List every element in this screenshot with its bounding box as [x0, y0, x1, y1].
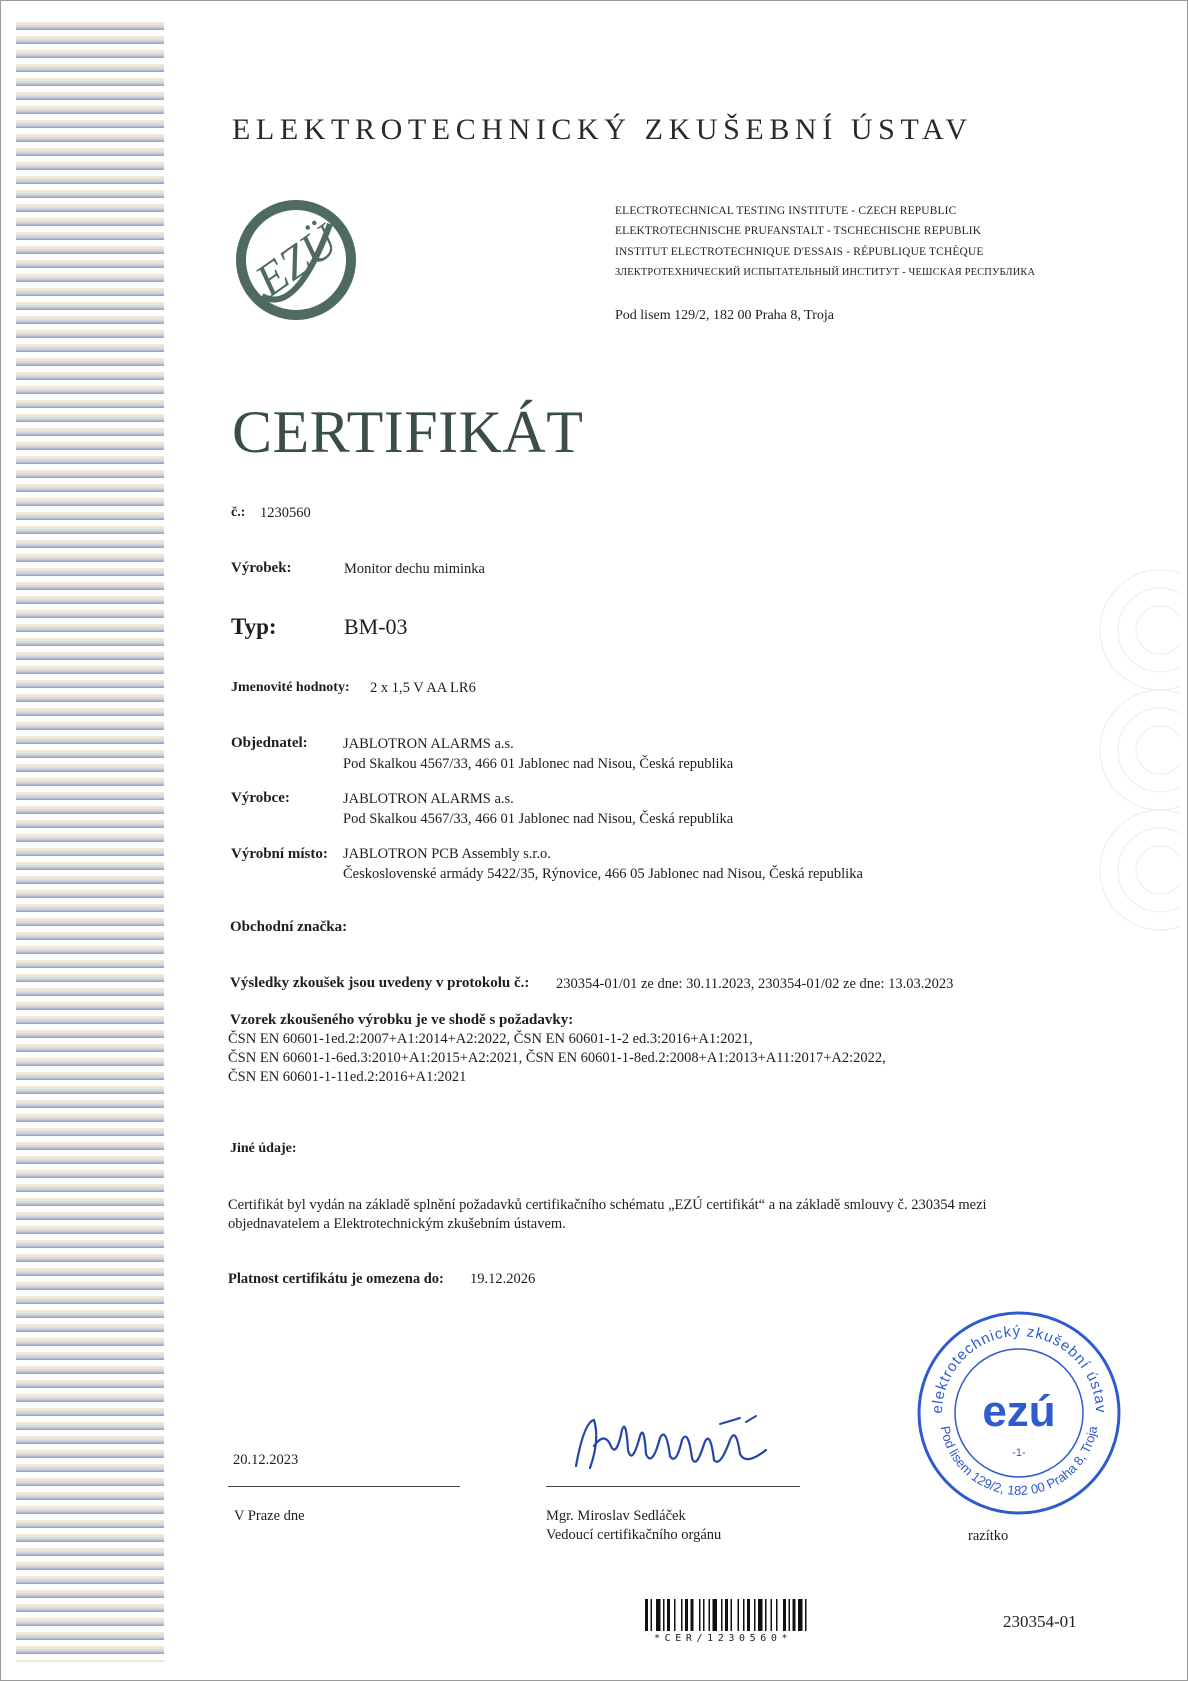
stripe-row — [16, 1226, 164, 1234]
stripe-row — [16, 638, 164, 646]
ezu-logo — [232, 196, 360, 324]
stripe-row — [16, 1590, 164, 1598]
barcode-bar — [789, 1599, 791, 1631]
standard-line-3: ČSN EN 60601-1-11ed.2:2016+A1:2021 — [228, 1069, 467, 1085]
barcode-bar — [725, 1599, 728, 1631]
stripe-row — [16, 1492, 164, 1500]
barcode-bar — [776, 1599, 778, 1631]
stripe-row — [16, 330, 164, 338]
stripe-row — [16, 22, 164, 30]
stripe-row — [16, 834, 164, 842]
stripe-row — [16, 1254, 164, 1262]
signer-role: Vedoucí certifikačního orgánu — [546, 1527, 722, 1543]
barcode-bar — [747, 1599, 750, 1631]
stripe-row — [16, 1366, 164, 1374]
stripe-row — [16, 932, 164, 940]
manufacturer-address: Pod Skalkou 4567/33, 466 01 Jablonec nad Nisou, Česká republika — [343, 811, 734, 827]
trademark-label: Obchodní značka: — [230, 919, 348, 935]
stripe-row — [16, 960, 164, 968]
stripe-row — [16, 302, 164, 310]
stripe-row — [16, 106, 164, 114]
plant-name: JABLOTRON PCB Assembly s.r.o. — [343, 846, 551, 862]
certificate-number: 1230560 — [260, 505, 311, 521]
customer-address: Pod Skalkou 4567/33, 466 01 Jablonec nad Nisou, Česká republika — [343, 756, 734, 772]
institute-name-ru: ЗЛЕКТРОТЕХНИЧЕСКИЙ ИСПЫТАТЕЛЬНЫЙ ИНСТИТУТ - ЧЕШСКАЯ РЕСПУБЛИКА — [615, 267, 1036, 278]
conformity-label: Vzorek zkoušeného výrobku je ve shodě s požadavky: — [230, 1012, 574, 1028]
institute-title: ELEKTROTECHNICKÝ ZKUŠEBNÍ ÚSTAV — [232, 113, 973, 146]
standard-line-2: ČSN EN 60601-1-6ed.3:2010+A1:2015+A2:2021, ČSN EN 60601-1-8ed.2:2008+A1:2013+A11:2017+A2:2022, — [228, 1050, 886, 1066]
stripe-row — [16, 652, 164, 660]
signer-name: Mgr. Miroslav Sedláček — [546, 1508, 686, 1524]
ratings-label: Jmenovité hodnoty: — [231, 680, 350, 695]
stripe-row — [16, 1548, 164, 1556]
stripe-row — [16, 988, 164, 996]
stamp-ring-bottom: Pod lisem 129/2, 182 00 Praha 8, Troja — [937, 1424, 1101, 1499]
institute-address: Pod lisem 129/2, 182 00 Praha 8, Troja — [615, 308, 834, 323]
customer-label: Objednatel: — [231, 735, 308, 751]
stripe-row — [16, 1240, 164, 1248]
barcode-bar — [685, 1599, 688, 1631]
stripe-row — [16, 526, 164, 534]
stripe-row — [16, 470, 164, 478]
stripe-row — [16, 1618, 164, 1626]
stripe-row — [16, 1072, 164, 1080]
stripe-row — [16, 1422, 164, 1430]
barcode-bar — [667, 1599, 670, 1631]
stripe-row — [16, 764, 164, 772]
barcode-bar — [731, 1599, 733, 1631]
institute-name-de: ELEKTROTECHNISCHE PRUFANSTALT - TSCHECHISCHE REPUBLIK — [615, 225, 982, 237]
barcode-bar — [709, 1599, 711, 1631]
stamp-number: -1- — [1012, 1447, 1026, 1459]
stripe-row — [16, 890, 164, 898]
stripe-row — [16, 694, 164, 702]
stripe-row — [16, 1198, 164, 1206]
barcode-bar — [645, 1599, 648, 1631]
stamp-ring-top: elektrotechnický zkušební ústav — [928, 1322, 1110, 1414]
stripe-row — [16, 1310, 164, 1318]
plant-label: Výrobní místo: — [231, 846, 328, 862]
stripe-row — [16, 568, 164, 576]
barcode-bar — [765, 1599, 767, 1631]
stripe-row — [16, 358, 164, 366]
barcode-bar — [681, 1599, 683, 1631]
stripe-row — [16, 1534, 164, 1542]
stripe-row — [16, 1282, 164, 1290]
barcode-bar — [699, 1599, 701, 1631]
stripe-row — [16, 1030, 164, 1038]
results-value: 230354-01/01 ze dne: 30.11.2023, 230354-01/02 ze dne: 13.03.2023 — [556, 976, 954, 992]
barcode-bar — [743, 1599, 745, 1631]
place-label: V Praze dne — [234, 1508, 305, 1524]
stripe-row — [16, 274, 164, 282]
barcode-bar — [703, 1599, 705, 1631]
stripe-row — [16, 456, 164, 464]
barcode-bar — [656, 1599, 661, 1631]
barcode-bar — [783, 1599, 786, 1631]
stripe-row — [16, 946, 164, 954]
stripe-row — [16, 1114, 164, 1122]
stamp-label: razítko — [968, 1528, 1009, 1544]
barcode-bar — [793, 1599, 796, 1631]
stripe-row — [16, 876, 164, 884]
stripe-row — [16, 1324, 164, 1332]
signature — [570, 1410, 770, 1480]
stripe-row — [16, 1478, 164, 1486]
stripe-row — [16, 260, 164, 268]
stripe-row — [16, 918, 164, 926]
manufacturer-name: JABLOTRON ALARMS a.s. — [343, 791, 514, 807]
stripe-row — [16, 176, 164, 184]
validity-date: 19.12.2026 — [470, 1271, 536, 1287]
stripe-row — [16, 778, 164, 786]
customer-name: JABLOTRON ALARMS a.s. — [343, 736, 514, 752]
stripe-row — [16, 120, 164, 128]
stripe-row — [16, 1128, 164, 1136]
stripe-row — [16, 848, 164, 856]
stripe-row — [16, 1296, 164, 1304]
stripe-row — [16, 428, 164, 436]
stripe-row — [16, 1100, 164, 1108]
institute-name-en: ELECTROTECHNICAL TESTING INSTITUTE - CZECH REPUBLIC — [615, 205, 957, 217]
stripe-row — [16, 1184, 164, 1192]
stripe-row — [16, 442, 164, 450]
manufacturer-label: Výrobce: — [231, 790, 290, 806]
institute-name-fr: INSTITUT ELECTROTECHNIQUE D'ESSAIS - RÉPUBLIQUE TCHÈQUE — [615, 246, 984, 258]
stripe-row — [16, 1520, 164, 1528]
stripe-row — [16, 806, 164, 814]
stripe-row — [16, 386, 164, 394]
product-label: Výrobek: — [231, 560, 292, 576]
stripe-row — [16, 246, 164, 254]
stamp-center: ezú — [982, 1387, 1056, 1436]
stripe-row — [16, 204, 164, 212]
stripe-row — [16, 232, 164, 240]
stripe-row — [16, 1632, 164, 1640]
stripe-row — [16, 680, 164, 688]
certificate-title: CERTIFIKÁT — [232, 399, 584, 465]
stripe-row — [16, 904, 164, 912]
stripe-row — [16, 1212, 164, 1220]
stripe-row — [16, 1506, 164, 1514]
stripe-row — [16, 148, 164, 156]
stripe-row — [16, 344, 164, 352]
stripe-row — [16, 582, 164, 590]
stripe-row — [16, 190, 164, 198]
stripe-row — [16, 1044, 164, 1052]
standard-line-1: ČSN EN 60601-1ed.2:2007+A1:2014+A2:2022, ČSN EN 60601-1-2 ed.3:2016+A1:2021, — [228, 1031, 753, 1047]
stripe-row — [16, 1464, 164, 1472]
barcode-bar — [798, 1599, 803, 1631]
stripe-row — [16, 862, 164, 870]
stripe-row — [16, 1394, 164, 1402]
stripe-row — [16, 162, 164, 170]
type-value: BM-03 — [344, 614, 408, 639]
stripe-row — [16, 484, 164, 492]
stripe-row — [16, 218, 164, 226]
number-label: č.: — [231, 505, 246, 520]
stripe-row — [16, 540, 164, 548]
stripe-row — [16, 1016, 164, 1024]
type-label: Typ: — [231, 614, 277, 639]
stripe-row — [16, 134, 164, 142]
stripe-row — [16, 736, 164, 744]
stripe-row — [16, 1604, 164, 1612]
other-label: Jiné údaje: — [230, 1141, 297, 1156]
validity-label: Platnost certifikátu je omezena do: — [228, 1271, 444, 1287]
stripe-row — [16, 414, 164, 422]
stripe-row — [16, 1058, 164, 1066]
stripe-row — [16, 974, 164, 982]
stripe-row — [16, 708, 164, 716]
barcode-bar — [758, 1599, 763, 1631]
barcode-bar — [754, 1599, 756, 1631]
stripe-row — [16, 792, 164, 800]
barcode — [645, 1599, 897, 1631]
stripe-row — [16, 1002, 164, 1010]
stripe-row — [16, 1338, 164, 1346]
barcode-bar — [713, 1599, 718, 1631]
stripe-row — [16, 1142, 164, 1150]
stripe-row — [16, 1380, 164, 1388]
stripe-row — [16, 1156, 164, 1164]
other-text-2: objednavatelem a Elektrotechnickým zkušebním ústavem. — [228, 1216, 566, 1232]
security-stripe-band — [16, 22, 164, 1662]
stripe-row — [16, 1086, 164, 1094]
other-text-1: Certifikát byl vydán na základě splnění požadavků certifikačního schématu „EZÚ certifikát“ a na základě smlouvy č. 230354 mezi — [228, 1197, 987, 1213]
stripe-row — [16, 750, 164, 758]
issue-date: 20.12.2023 — [233, 1452, 299, 1468]
rosette-watermark — [1010, 520, 1180, 990]
stripe-row — [16, 1268, 164, 1276]
stripe-row — [16, 78, 164, 86]
stripe-row — [16, 64, 164, 72]
barcode-bar — [771, 1599, 773, 1631]
barcode-bar — [805, 1599, 807, 1631]
logo-lettering: EZÜ — [246, 214, 347, 307]
stripe-row — [16, 288, 164, 296]
barcode-bar — [651, 1599, 653, 1631]
barcode-bar — [721, 1599, 723, 1631]
stripe-row — [16, 512, 164, 520]
stripe-row — [16, 820, 164, 828]
document-code: 230354-01 — [1003, 1612, 1077, 1631]
plant-address: Československé armády 5422/35, Rýnovice, 466 05 Jablonec nad Nisou, Česká republika — [343, 866, 863, 882]
stripe-row — [16, 36, 164, 44]
stripe-row — [16, 1436, 164, 1444]
stripe-row — [16, 1562, 164, 1570]
stripe-row — [16, 554, 164, 562]
stripe-row — [16, 722, 164, 730]
signature-line — [546, 1486, 800, 1487]
barcode-bar — [674, 1599, 676, 1631]
barcode-bar — [663, 1599, 665, 1631]
date-line — [228, 1486, 460, 1487]
stripe-row — [16, 596, 164, 604]
stripe-row — [16, 498, 164, 506]
stripe-row — [16, 1660, 164, 1662]
stripe-row — [16, 624, 164, 632]
stripe-row — [16, 1408, 164, 1416]
stripe-row — [16, 50, 164, 58]
barcode-text: *CER/1230560* — [654, 1633, 793, 1644]
stripe-row — [16, 610, 164, 618]
stripe-row — [16, 92, 164, 100]
stripe-row — [16, 1450, 164, 1458]
stripe-row — [16, 1170, 164, 1178]
stripe-row — [16, 316, 164, 324]
stripe-row — [16, 1646, 164, 1654]
stripe-row — [16, 400, 164, 408]
stripe-row — [16, 372, 164, 380]
barcode-bar — [691, 1599, 694, 1631]
ratings-value: 2 x 1,5 V AA LR6 — [370, 680, 476, 696]
stripe-row — [16, 1576, 164, 1584]
product-value: Monitor dechu miminka — [344, 561, 485, 577]
stripe-row — [16, 1352, 164, 1360]
official-stamp — [912, 1306, 1126, 1520]
barcode-bar — [738, 1599, 740, 1631]
stripe-row — [16, 666, 164, 674]
results-label: Výsledky zkoušek jsou uvedeny v protokolu č.: — [230, 975, 530, 991]
